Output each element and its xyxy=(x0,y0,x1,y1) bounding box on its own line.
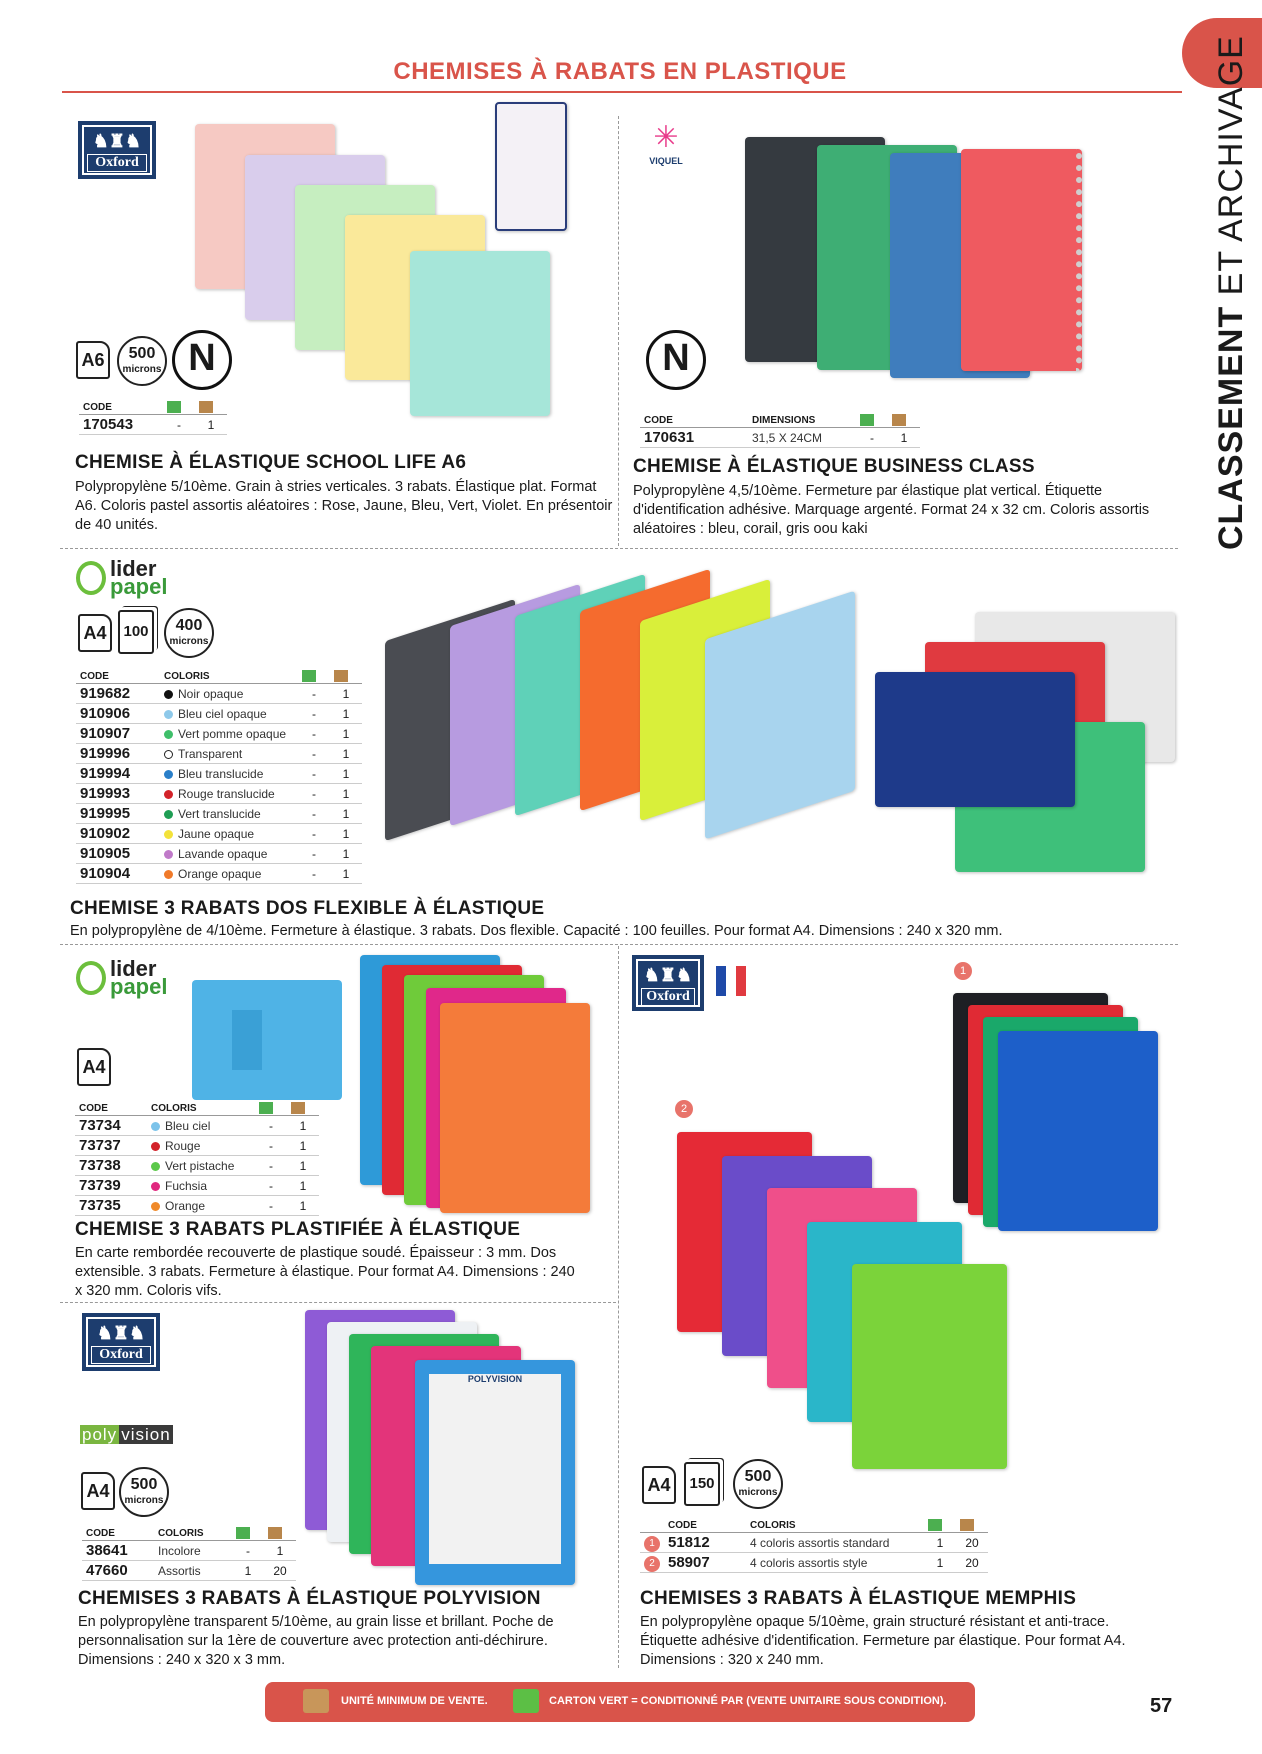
table-row: 919994 Bleu translucide - 1 xyxy=(76,764,362,784)
green-carton-icon xyxy=(513,1689,539,1713)
product-description: En carte rembordée recouverte de plastique soudé. Épaisseur : 3 mm. Dos extensible. 3 rabats. Fermeture à élastique. Pour format A4. Dimensions : 240 x 320 mm. Coloris vifs. xyxy=(75,1245,575,1299)
product-image-school-life xyxy=(195,122,595,422)
thickness-badge: 400 microns xyxy=(164,608,214,658)
table-row: 919996 Transparent - 1 xyxy=(76,744,362,764)
color-dot xyxy=(164,850,173,859)
carton-icon xyxy=(330,669,362,684)
color-dot xyxy=(164,790,173,799)
product-table: CODE DIMENSIONS 170631 31,5 X 24CM - 1 xyxy=(640,413,920,448)
table-row: 910907 Vert pomme opaque - 1 xyxy=(76,724,362,744)
star-icon: ✳ xyxy=(653,121,679,154)
liderpapel-logo: lider papel xyxy=(76,560,167,596)
product-image-flexible xyxy=(385,560,865,835)
carton-icon xyxy=(287,1101,319,1116)
format-badge: A4 xyxy=(78,614,112,652)
table-row: 73738 Vert pistache - 1 xyxy=(75,1156,319,1176)
color-dot xyxy=(164,710,173,719)
product-title: CHEMISE 3 RABATS DOS FLEXIBLE À ÉLASTIQUE xyxy=(70,898,545,919)
carton-icon xyxy=(195,400,227,415)
table-row: 73734 Bleu ciel - 1 xyxy=(75,1116,319,1136)
table-row: 47660 Assortis 1 20 xyxy=(82,1561,296,1581)
leaf-icon xyxy=(76,561,106,595)
side-section-title xyxy=(1160,35,1250,550)
product-table: CODE COLORIS 1 51812 4 coloris assortis standard 1 20 2 58907 4 coloris assortis style 1 20 xyxy=(640,1518,988,1573)
format-badge: A4 xyxy=(642,1466,676,1504)
format-badge: A6 xyxy=(76,341,110,379)
green-carton-icon xyxy=(298,669,330,684)
crest-icon: ♞♜♞ xyxy=(92,131,142,151)
product-table: CODE COLORIS 919682 Noir opaque - 1 910906 Bleu ciel opaque - 1 910907 Vert pomme opaque - 1 919996 Transparent - 1 919994 Bleu translucide - 1 919993 Rouge translucide - 1 919995 Vert translucide - 1 910902 Jaune opaque - 1 910905 Lavande opaque - 1 910904 Orange opaque - 1 xyxy=(76,669,362,884)
legend-bar xyxy=(265,1682,975,1722)
side-title-normal: ET ARCHIVAGE xyxy=(1212,35,1250,306)
oxford-logo: ♞♜♞ Oxford xyxy=(82,1313,160,1371)
product-description: Polypropylène 5/10ème. Grain à stries verticales. 3 rabats. Élastique plat. Format A6. Coloris pastel assortis aléatoires : Rose, Jaune, Bleu, Vert, Violet. En présentoir de 40 unités. xyxy=(75,479,613,533)
green-carton-icon xyxy=(924,1518,956,1533)
marker-icon: 1 xyxy=(644,1536,660,1552)
color-dot xyxy=(151,1162,160,1171)
product-title: CHEMISE À ÉLASTIQUE BUSINESS CLASS xyxy=(633,456,1035,477)
color-dot xyxy=(164,830,173,839)
table-row: 919682 Noir opaque - 1 xyxy=(76,684,362,704)
table-row: 1 51812 4 coloris assortis standard 1 20 xyxy=(640,1533,988,1553)
thickness-badge: 500 microns xyxy=(733,1459,783,1509)
product-image-translucent xyxy=(875,612,1175,884)
color-dot xyxy=(164,870,173,879)
carton-icon xyxy=(888,413,920,428)
marker-icon: 2 xyxy=(644,1556,660,1572)
table-row: 919995 Vert translucide - 1 xyxy=(76,804,362,824)
table-row: 910906 Bleu ciel opaque - 1 xyxy=(76,704,362,724)
product-title: CHEMISES 3 RABATS À ÉLASTIQUE MEMPHIS xyxy=(640,1588,1077,1609)
product-table: CODE 170543 - 1 xyxy=(79,400,227,435)
page-title: CHEMISES À RABATS EN PLASTIQUE xyxy=(393,58,847,85)
france-flag-icon xyxy=(716,966,746,996)
table-row: 910904 Orange opaque - 1 xyxy=(76,864,362,884)
color-dot xyxy=(164,750,173,759)
color-dot xyxy=(164,770,173,779)
color-dot xyxy=(164,730,173,739)
format-badge: A4 xyxy=(77,1048,111,1086)
table-row: 73737 Rouge - 1 xyxy=(75,1136,319,1156)
product-image-laminated xyxy=(360,955,600,1215)
product-table: CODE COLORIS 73734 Bleu ciel - 1 73737 Rouge - 1 73738 Vert pistache - 1 73739 Fuchsia - 1 73735 Orange - 1 xyxy=(75,1101,319,1216)
legend-unite: UNITÉ MINIMUM DE VENTE. xyxy=(341,1695,488,1707)
side-title-bold: CLASSEMENT xyxy=(1212,305,1250,550)
green-carton-icon xyxy=(232,1526,264,1541)
table-row: 2 58907 4 coloris assortis style 1 20 xyxy=(640,1553,988,1573)
table-row: 170631 31,5 X 24CM - 1 xyxy=(640,428,920,448)
table-row: 919993 Rouge translucide - 1 xyxy=(76,784,362,804)
marker-2-icon: 2 xyxy=(675,1100,693,1118)
product-image-business-class xyxy=(745,137,1075,367)
product-title: CHEMISE À ÉLASTIQUE SCHOOL LIFE A6 xyxy=(75,452,467,473)
product-image-polyvision: POLYVISION xyxy=(305,1310,580,1585)
product-image-open-folder xyxy=(192,980,342,1100)
table-row: 38641 Incolore - 1 xyxy=(82,1541,296,1561)
green-carton-icon xyxy=(856,413,888,428)
crest-icon: ♞♜♞ xyxy=(96,1323,146,1343)
divider xyxy=(618,116,619,546)
marker-1-icon: 1 xyxy=(954,962,972,980)
green-carton-icon xyxy=(163,400,195,415)
carton-icon xyxy=(264,1526,296,1541)
thickness-badge: 500 microns xyxy=(119,1467,169,1517)
divider xyxy=(618,946,619,1668)
product-description: En polypropylène transparent 5/10ème, au grain lisse et brillant. Poche de personnalisation sur la 1ère de couverture avec protection anti-déchirure. Dimensions : 240 x 320 x 3 mm. xyxy=(78,1614,554,1668)
carton-icon xyxy=(303,1689,329,1713)
divider xyxy=(60,944,1178,945)
color-dot xyxy=(151,1182,160,1191)
color-dot xyxy=(164,690,173,699)
table-row: 910902 Jaune opaque - 1 xyxy=(76,824,362,844)
green-carton-icon xyxy=(255,1101,287,1116)
capacity-badge: 100 xyxy=(118,610,154,654)
polyvision-logo: poly vision xyxy=(82,1425,171,1444)
title-rule xyxy=(62,91,1182,93)
capacity-badge: 150 xyxy=(684,1462,720,1506)
table-row: 910905 Lavande opaque - 1 xyxy=(76,844,362,864)
oxford-logo: ♞♜♞ Oxford xyxy=(632,955,704,1011)
product-image-memphis-style xyxy=(677,1132,1012,1472)
n-label-icon: N xyxy=(172,330,232,390)
n-label-icon: N xyxy=(646,330,706,390)
thickness-badge: 500 microns xyxy=(117,336,167,386)
product-title: CHEMISES 3 RABATS À ÉLASTIQUE POLYVISION xyxy=(78,1588,541,1609)
carton-icon xyxy=(956,1518,988,1533)
oxford-logo: ♞♜♞ Oxford xyxy=(78,121,156,179)
table-row: 170543 - 1 xyxy=(79,415,227,435)
format-badge: A4 xyxy=(81,1472,115,1510)
product-title: CHEMISE 3 RABATS PLASTIFIÉE À ÉLASTIQUE xyxy=(75,1219,521,1240)
viquel-logo: ✳ VIQUEL xyxy=(638,120,694,174)
legend-carton: CARTON VERT = CONDITIONNÉ PAR (VENTE UNITAIRE SOUS CONDITION). xyxy=(549,1695,947,1707)
color-dot xyxy=(151,1142,160,1151)
leaf-icon xyxy=(76,961,106,995)
product-table: CODE COLORIS 38641 Incolore - 1 47660 Assortis 1 20 xyxy=(82,1526,296,1581)
crest-icon: ♞♜♞ xyxy=(643,965,693,985)
table-row: 73739 Fuchsia - 1 xyxy=(75,1176,319,1196)
color-dot xyxy=(151,1122,160,1131)
product-description: En polypropylène opaque 5/10ème, grain structuré résistant et anti-trace. Étiquette adhésive d'identification. Fermeture par élastique. Pour format A4. Dimensions : 320 x 240 mm. xyxy=(640,1614,1126,1668)
product-description: Polypropylène 4,5/10ème. Fermeture par élastique plat vertical. Étiquette d'identification adhésive. Marquage argenté. Format 24 x 32 cm. Coloris assortis aléatoires : bleu, corail, gris oou kaki xyxy=(633,483,1150,537)
page-number: 57 xyxy=(1150,1695,1173,1717)
product-description: En polypropylène de 4/10ème. Fermeture à élastique. 3 rabats. Dos flexible. Capacité : 100 feuilles. Pour format A4. Dimensions : 240 x 320 mm. xyxy=(70,923,1003,939)
divider xyxy=(60,1302,616,1303)
divider xyxy=(60,548,1178,549)
color-dot xyxy=(151,1202,160,1211)
color-dot xyxy=(164,810,173,819)
table-row: 73735 Orange - 1 xyxy=(75,1196,319,1216)
liderpapel-logo: lider papel xyxy=(76,960,167,996)
